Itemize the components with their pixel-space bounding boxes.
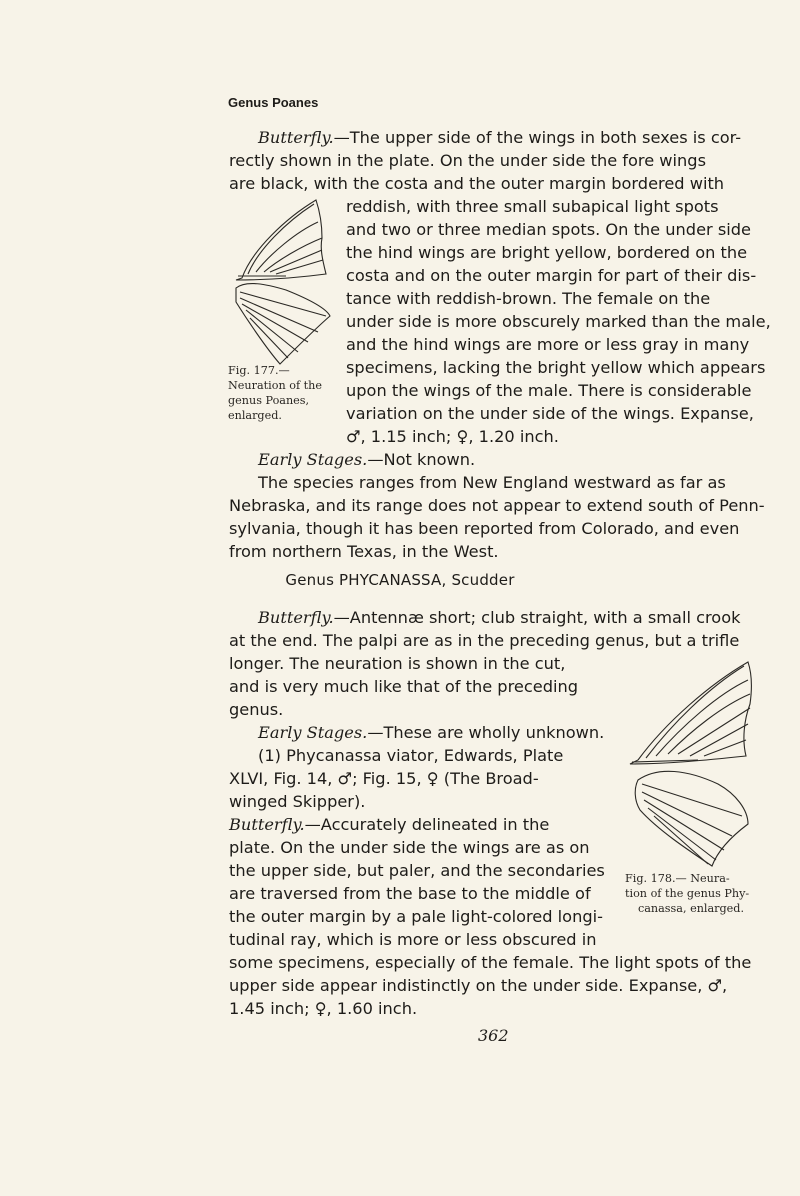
text-line: Butterfly.—Antennæ short; club straight, with a small crook bbox=[258, 608, 741, 627]
figure-178-caption-line: canassa, enlarged. bbox=[638, 902, 744, 915]
text-line: sylvania, though it has been reported from Colorado, and even bbox=[229, 519, 740, 538]
figure-178-caption-line: tion of the genus Phy- bbox=[625, 887, 750, 900]
text-line: tance with reddish-brown. The female on the bbox=[346, 289, 711, 308]
text-line: at the end. The palpi are as in the preceding genus, but a trifle bbox=[229, 631, 740, 650]
text-line: and two or three median spots. On the under side bbox=[346, 220, 751, 239]
text-line: genus. bbox=[229, 700, 284, 719]
page-number: 362 bbox=[478, 1026, 509, 1045]
text-line: under side is more obscurely marked than the male, bbox=[346, 312, 771, 331]
text-line: Butterfly.—The upper side of the wings in both sexes is cor- bbox=[258, 128, 742, 147]
figure-177-caption-line: enlarged. bbox=[228, 409, 282, 422]
neuration-figure-178 bbox=[618, 660, 758, 870]
figure-178-caption-line: Fig. 178.— Neura- bbox=[625, 872, 730, 885]
text-line: plate. On the under side the wings are as on bbox=[229, 838, 590, 857]
text-line: and the hind wings are more or less gray in many bbox=[346, 335, 750, 354]
text-line: the hind wings are bright yellow, bordered on the bbox=[346, 243, 748, 262]
text-line: longer. The neuration is shown in the cut, bbox=[229, 654, 566, 673]
text-line: Early Stages.—These are wholly unknown. bbox=[258, 723, 605, 742]
text-line: The species ranges from New England westward as far as bbox=[258, 473, 726, 492]
figure-177-caption-line: Neuration of the bbox=[228, 379, 322, 392]
text-line: tudinal ray, which is more or less obscured in bbox=[229, 930, 597, 949]
text-line: 1.45 inch; ♀, 1.60 inch. bbox=[229, 999, 418, 1018]
text-line: variation on the under side of the wings. Expanse, bbox=[346, 404, 754, 423]
figure-177-caption-line: Fig. 177.— bbox=[228, 364, 290, 377]
text-line: ♂, 1.15 inch; ♀, 1.20 inch. bbox=[346, 427, 559, 446]
section-heading: Genus PHYCANASSA, Scudder bbox=[285, 571, 515, 589]
text-line: are black, with the costa and the outer margin bordered with bbox=[229, 174, 725, 193]
text-line: Early Stages.—Not known. bbox=[258, 450, 476, 469]
text-line: winged Skipper). bbox=[229, 792, 366, 811]
text-line: some specimens, especially of the female. The light spots of the bbox=[229, 953, 752, 972]
text-line: costa and on the outer margin for part of their dis- bbox=[346, 266, 757, 285]
text-line: are traversed from the base to the middle of bbox=[229, 884, 591, 903]
figure-177-caption-line: genus Poanes, bbox=[228, 394, 310, 407]
text-line: upper side appear indistinctly on the under side. Expanse, ♂, bbox=[229, 976, 728, 995]
neuration-figure-177 bbox=[226, 198, 336, 368]
text-line: (1) Phycanassa viator, Edwards, Plate bbox=[258, 746, 564, 765]
text-line: upon the wings of the male. There is considerable bbox=[346, 381, 752, 400]
text-line: XLVI, Fig. 14, ♂; Fig. 15, ♀ (The Broad- bbox=[229, 769, 539, 788]
text-line: specimens, lacking the bright yellow which appears bbox=[346, 358, 766, 377]
text-line: reddish, with three small subapical light spots bbox=[346, 197, 719, 216]
running-head: Genus Poanes bbox=[228, 95, 319, 110]
text-line: rectly shown in the plate. On the under side the fore wings bbox=[229, 151, 707, 170]
text-line: Nebraska, and its range does not appear to extend south of Penn- bbox=[229, 496, 765, 515]
text-line: the upper side, but paler, and the secondaries bbox=[229, 861, 605, 880]
text-line: from northern Texas, in the West. bbox=[229, 542, 499, 561]
text-line: the outer margin by a pale light-colored longi- bbox=[229, 907, 603, 926]
text-line: and is very much like that of the preceding bbox=[229, 677, 579, 696]
text-line: Butterfly.—Accurately delineated in the bbox=[229, 815, 550, 834]
